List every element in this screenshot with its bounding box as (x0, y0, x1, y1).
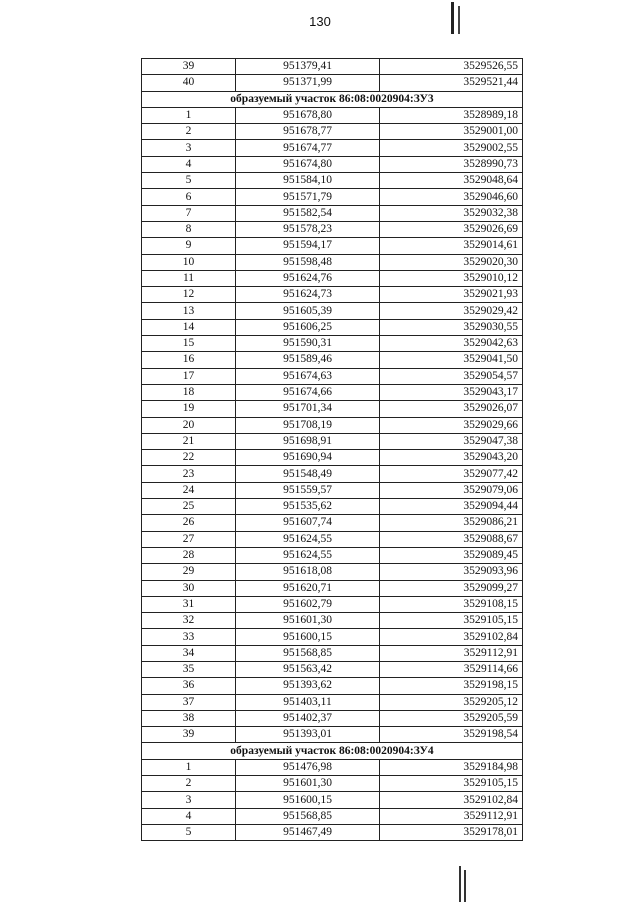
point-number-cell: 15 (142, 336, 236, 352)
point-number-cell: 32 (142, 613, 236, 629)
table-row (142, 124, 523, 140)
y-coordinate-cell: 3529099,27 (380, 580, 523, 596)
point-number-cell: 34 (142, 645, 236, 661)
x-coordinate-cell: 951624,73 (236, 287, 380, 303)
table-row (142, 450, 523, 466)
y-coordinate-cell: 3529105,15 (380, 613, 523, 629)
x-coordinate-cell: 951674,66 (236, 384, 380, 400)
point-number-cell: 37 (142, 694, 236, 710)
table-row (142, 59, 523, 75)
table-row (142, 482, 523, 498)
point-number-cell: 26 (142, 515, 236, 531)
point-number-cell: 21 (142, 433, 236, 449)
table-row (142, 499, 523, 515)
table-row (142, 221, 523, 237)
x-coordinate-cell: 951403,11 (236, 694, 380, 710)
table-row (142, 303, 523, 319)
y-coordinate-cell: 3529029,42 (380, 303, 523, 319)
point-number-cell: 8 (142, 221, 236, 237)
table-row (142, 384, 523, 400)
table-row (142, 238, 523, 254)
scan-artifact-mark (464, 870, 466, 902)
y-coordinate-cell: 3529105,15 (380, 776, 523, 792)
x-coordinate-cell: 951602,79 (236, 596, 380, 612)
y-coordinate-cell: 3529021,93 (380, 287, 523, 303)
table-row (142, 564, 523, 580)
point-number-cell: 39 (142, 59, 236, 75)
table-row (142, 466, 523, 482)
table-row (142, 678, 523, 694)
point-number-cell: 31 (142, 596, 236, 612)
table-row (142, 401, 523, 417)
x-coordinate-cell: 951568,85 (236, 808, 380, 824)
y-coordinate-cell: 3529102,84 (380, 792, 523, 808)
x-coordinate-cell: 951624,55 (236, 547, 380, 563)
point-number-cell: 7 (142, 205, 236, 221)
x-coordinate-cell: 951624,76 (236, 270, 380, 286)
table-row (142, 580, 523, 596)
x-coordinate-cell: 951601,30 (236, 613, 380, 629)
point-number-cell: 33 (142, 629, 236, 645)
y-coordinate-cell: 3529043,17 (380, 384, 523, 400)
scan-artifact-mark (459, 866, 461, 902)
x-coordinate-cell: 951600,15 (236, 629, 380, 645)
y-coordinate-cell: 3529029,66 (380, 417, 523, 433)
table-row (142, 727, 523, 743)
table-row (142, 319, 523, 335)
point-number-cell: 36 (142, 678, 236, 694)
y-coordinate-cell: 3529001,00 (380, 124, 523, 140)
y-coordinate-cell: 3529205,12 (380, 694, 523, 710)
y-coordinate-cell: 3529048,64 (380, 173, 523, 189)
table-row (142, 613, 523, 629)
x-coordinate-cell: 951476,98 (236, 759, 380, 775)
table-row (142, 173, 523, 189)
table-row (142, 531, 523, 547)
point-number-cell: 20 (142, 417, 236, 433)
y-coordinate-cell: 3529205,59 (380, 710, 523, 726)
point-number-cell: 4 (142, 808, 236, 824)
x-coordinate-cell: 951690,94 (236, 450, 380, 466)
table-row (142, 776, 523, 792)
x-coordinate-cell: 951371,99 (236, 75, 380, 91)
point-number-cell: 27 (142, 531, 236, 547)
y-coordinate-cell: 3529089,45 (380, 547, 523, 563)
y-coordinate-cell: 3529108,15 (380, 596, 523, 612)
y-coordinate-cell: 3529054,57 (380, 368, 523, 384)
y-coordinate-cell: 3529093,96 (380, 564, 523, 580)
table-row (142, 710, 523, 726)
y-coordinate-cell: 3529178,01 (380, 824, 523, 840)
x-coordinate-cell: 951563,42 (236, 661, 380, 677)
point-number-cell: 5 (142, 173, 236, 189)
x-coordinate-cell: 951467,49 (236, 824, 380, 840)
x-coordinate-cell: 951598,48 (236, 254, 380, 270)
point-number-cell: 35 (142, 661, 236, 677)
table-row (142, 596, 523, 612)
y-coordinate-cell: 3529079,06 (380, 482, 523, 498)
x-coordinate-cell: 951708,19 (236, 417, 380, 433)
y-coordinate-cell: 3529521,44 (380, 75, 523, 91)
point-number-cell: 10 (142, 254, 236, 270)
x-coordinate-cell: 951600,15 (236, 792, 380, 808)
point-number-cell: 38 (142, 710, 236, 726)
y-coordinate-cell: 3529114,66 (380, 661, 523, 677)
table-row (142, 107, 523, 123)
table-row (142, 824, 523, 840)
point-number-cell: 5 (142, 824, 236, 840)
y-coordinate-cell: 3528989,18 (380, 107, 523, 123)
point-number-cell: 9 (142, 238, 236, 254)
table-row (142, 352, 523, 368)
point-number-cell: 28 (142, 547, 236, 563)
y-coordinate-cell: 3529102,84 (380, 629, 523, 645)
coordinates-table-body (142, 59, 523, 841)
x-coordinate-cell: 951393,62 (236, 678, 380, 694)
x-coordinate-cell: 951393,01 (236, 727, 380, 743)
point-number-cell: 25 (142, 499, 236, 515)
x-coordinate-cell: 951605,39 (236, 303, 380, 319)
point-number-cell: 2 (142, 124, 236, 140)
point-number-cell: 4 (142, 156, 236, 172)
y-coordinate-cell: 3529020,30 (380, 254, 523, 270)
point-number-cell: 14 (142, 319, 236, 335)
x-coordinate-cell: 951674,77 (236, 140, 380, 156)
y-coordinate-cell: 3529010,12 (380, 270, 523, 286)
table-row (142, 270, 523, 286)
table-row (142, 792, 523, 808)
table-row (142, 629, 523, 645)
x-coordinate-cell: 951590,31 (236, 336, 380, 352)
x-coordinate-cell: 951701,34 (236, 401, 380, 417)
x-coordinate-cell: 951589,46 (236, 352, 380, 368)
table-row (142, 547, 523, 563)
table-row (142, 254, 523, 270)
table-row (142, 645, 523, 661)
x-coordinate-cell: 951607,74 (236, 515, 380, 531)
x-coordinate-cell: 951535,62 (236, 499, 380, 515)
point-number-cell: 1 (142, 759, 236, 775)
table-row (142, 205, 523, 221)
point-number-cell: 3 (142, 792, 236, 808)
point-number-cell: 11 (142, 270, 236, 286)
y-coordinate-cell: 3529046,60 (380, 189, 523, 205)
point-number-cell: 23 (142, 466, 236, 482)
x-coordinate-cell: 951584,10 (236, 173, 380, 189)
x-coordinate-cell: 951548,49 (236, 466, 380, 482)
section-header-row (142, 91, 523, 107)
point-number-cell: 29 (142, 564, 236, 580)
section-header-row (142, 743, 523, 759)
x-coordinate-cell: 951601,30 (236, 776, 380, 792)
point-number-cell: 6 (142, 189, 236, 205)
table-row (142, 694, 523, 710)
y-coordinate-cell: 3529032,38 (380, 205, 523, 221)
x-coordinate-cell: 951402,37 (236, 710, 380, 726)
x-coordinate-cell: 951594,17 (236, 238, 380, 254)
page-number: 130 (309, 14, 331, 29)
point-number-cell: 13 (142, 303, 236, 319)
y-coordinate-cell: 3529002,55 (380, 140, 523, 156)
x-coordinate-cell: 951568,85 (236, 645, 380, 661)
y-coordinate-cell: 3529526,55 (380, 59, 523, 75)
x-coordinate-cell: 951678,77 (236, 124, 380, 140)
point-number-cell: 17 (142, 368, 236, 384)
x-coordinate-cell: 951571,79 (236, 189, 380, 205)
table-row (142, 189, 523, 205)
point-number-cell: 30 (142, 580, 236, 596)
table-row (142, 156, 523, 172)
y-coordinate-cell: 3528990,73 (380, 156, 523, 172)
x-coordinate-cell: 951559,57 (236, 482, 380, 498)
point-number-cell: 12 (142, 287, 236, 303)
y-coordinate-cell: 3529094,44 (380, 499, 523, 515)
table-row (142, 287, 523, 303)
point-number-cell: 24 (142, 482, 236, 498)
x-coordinate-cell: 951678,80 (236, 107, 380, 123)
x-coordinate-cell: 951618,08 (236, 564, 380, 580)
point-number-cell: 18 (142, 384, 236, 400)
x-coordinate-cell: 951582,54 (236, 205, 380, 221)
table-row (142, 515, 523, 531)
x-coordinate-cell: 951379,41 (236, 59, 380, 75)
y-coordinate-cell: 3529030,55 (380, 319, 523, 335)
point-number-cell: 22 (142, 450, 236, 466)
point-number-cell: 16 (142, 352, 236, 368)
point-number-cell: 40 (142, 75, 236, 91)
point-number-cell: 39 (142, 727, 236, 743)
x-coordinate-cell: 951698,91 (236, 433, 380, 449)
x-coordinate-cell: 951624,55 (236, 531, 380, 547)
y-coordinate-cell: 3529112,91 (380, 645, 523, 661)
table-row (142, 661, 523, 677)
y-coordinate-cell: 3529112,91 (380, 808, 523, 824)
point-number-cell: 1 (142, 107, 236, 123)
y-coordinate-cell: 3529042,63 (380, 336, 523, 352)
section-title: образуемый участок 86:08:0020904:ЗУ3 (142, 91, 523, 107)
y-coordinate-cell: 3529184,98 (380, 759, 523, 775)
y-coordinate-cell: 3529041,50 (380, 352, 523, 368)
y-coordinate-cell: 3529014,61 (380, 238, 523, 254)
table-row (142, 759, 523, 775)
x-coordinate-cell: 951674,80 (236, 156, 380, 172)
y-coordinate-cell: 3529043,20 (380, 450, 523, 466)
x-coordinate-cell: 951620,71 (236, 580, 380, 596)
x-coordinate-cell: 951578,23 (236, 221, 380, 237)
point-number-cell: 2 (142, 776, 236, 792)
x-coordinate-cell: 951606,25 (236, 319, 380, 335)
table-row (142, 336, 523, 352)
y-coordinate-cell: 3529198,15 (380, 678, 523, 694)
point-number-cell: 19 (142, 401, 236, 417)
table-row (142, 368, 523, 384)
y-coordinate-cell: 3529198,54 (380, 727, 523, 743)
y-coordinate-cell: 3529047,38 (380, 433, 523, 449)
point-number-cell: 3 (142, 140, 236, 156)
y-coordinate-cell: 3529077,42 (380, 466, 523, 482)
table-row (142, 75, 523, 91)
table-row (142, 433, 523, 449)
section-title: образуемый участок 86:08:0020904:ЗУ4 (142, 743, 523, 759)
table-row (142, 417, 523, 433)
y-coordinate-cell: 3529088,67 (380, 531, 523, 547)
coordinates-table (141, 58, 523, 841)
table-row (142, 140, 523, 156)
y-coordinate-cell: 3529026,07 (380, 401, 523, 417)
x-coordinate-cell: 951674,63 (236, 368, 380, 384)
table-row (142, 808, 523, 824)
y-coordinate-cell: 3529026,69 (380, 221, 523, 237)
y-coordinate-cell: 3529086,21 (380, 515, 523, 531)
